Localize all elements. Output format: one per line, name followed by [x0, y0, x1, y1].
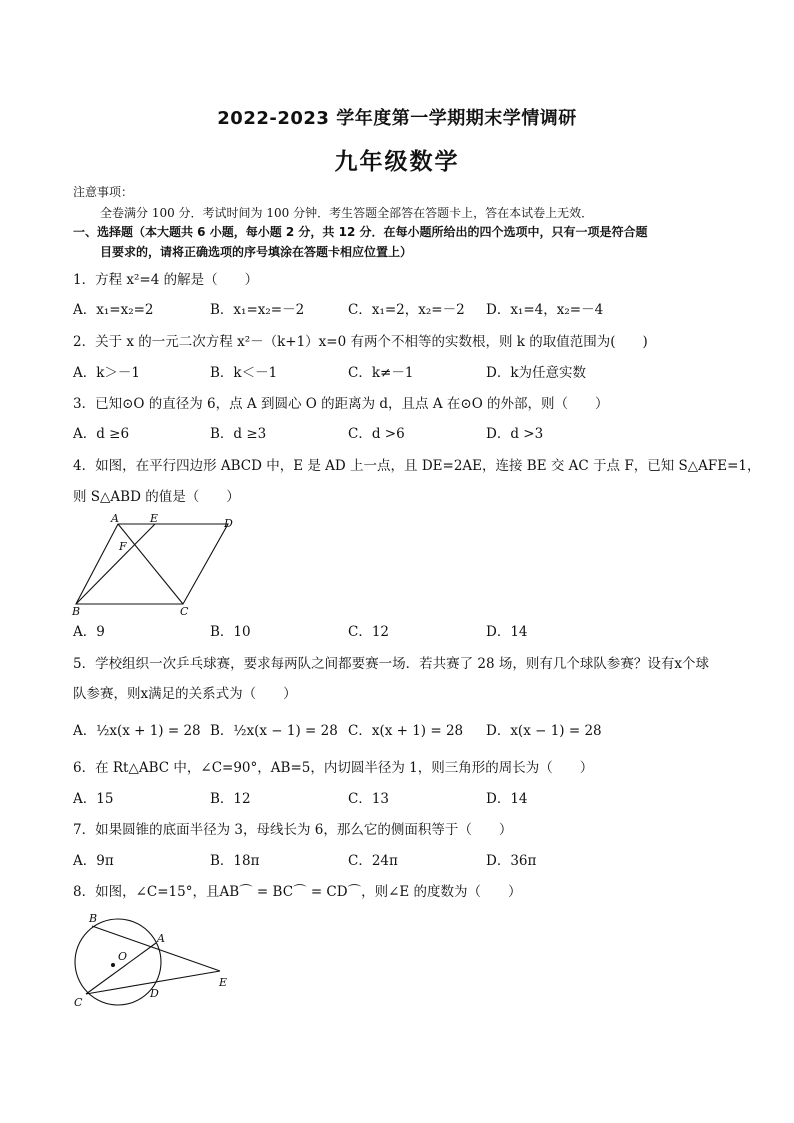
- exam-title: 2022-2023 学年度第一学期期末学情调研: [217, 108, 577, 129]
- question-5-option-c: C．x(x + 1) = 28: [348, 723, 464, 739]
- question-7-stem: 7．如果圆锥的底面半径为 3，母线长为 6，那么它的侧面积等于（ ）: [73, 822, 513, 838]
- question-6-option-c: C．13: [348, 791, 390, 807]
- point-label-b: B: [72, 605, 81, 617]
- section1-line2: 目要求的，请将正确选项的序号填涂在答题卡相应位置上）: [100, 245, 413, 259]
- point-label-e: E: [150, 512, 159, 525]
- circle-figure: [68, 908, 243, 1013]
- point-label-d: D: [224, 517, 233, 530]
- parallelogram-figure: [70, 512, 240, 617]
- question-4-option-c: C．12: [348, 624, 390, 640]
- question-6-option-b: B．12: [210, 791, 251, 807]
- notice-text: 全卷满分 100 分．考试时间为 100 分钟．考生答题全部答在答题卡上，答在本试卷上无效．: [100, 206, 594, 220]
- question-4-stem-2: 则 S△ABD 的值是（ ）: [73, 489, 240, 505]
- question-7-option-c: C．24π: [348, 853, 398, 869]
- question-5-option-a: A．½x(x + 1) = 28: [73, 723, 201, 739]
- question-4-stem: 4．如图，在平行四边形 ABCD 中，E 是 AD 上一点，且 DE=2AE，连接 BE 交 AC 于点 F，已知 S△AFE=1，: [73, 458, 761, 474]
- question-6-option-a: A．15: [73, 791, 114, 807]
- question-7-option-a: A．9π: [73, 853, 114, 869]
- question-6-option-d: D．14: [486, 791, 528, 807]
- parallelogram-abcd: [76, 524, 228, 604]
- question-3-option-d: D．d >3: [486, 426, 544, 442]
- segment-be: [76, 524, 155, 604]
- point-label-e: E: [219, 976, 228, 989]
- question-5-option-d: D．x(x − 1) = 28: [486, 723, 602, 739]
- point-label-o: O: [118, 950, 128, 963]
- section1-line1: 一、选择题（本大题共 6 小题，每小题 2 分，共 12 分．在每小题所给出的四个选项中，只有一项是符合题: [73, 225, 648, 239]
- center-point-o: [111, 963, 115, 967]
- segment-ac: [118, 524, 183, 604]
- question-3-option-a: A．d ≥6: [73, 426, 130, 442]
- question-4-option-a: A．9: [73, 624, 105, 640]
- question-4-option-d: D．14: [486, 624, 528, 640]
- question-5-stem-2: 队参赛，则x满足的关系式为（ ）: [73, 686, 297, 702]
- point-label-f: F: [119, 540, 127, 553]
- question-8-stem: 8．如图，∠C=15°，且AB⌒ = BC⌒ = CD⌒，则∠E 的度数为（ ）: [73, 884, 522, 900]
- question-2-option-d: D．k为任意实数: [486, 365, 587, 381]
- point-label-b: B: [89, 912, 98, 925]
- question-7-option-b: B．18π: [210, 853, 260, 869]
- question-5-option-b: B．½x(x − 1) = 28: [210, 723, 338, 739]
- question-3-option-c: C．d >6: [348, 426, 405, 442]
- exam-subtitle: 九年级数学: [334, 149, 460, 175]
- question-7-option-d: D．36π: [486, 853, 537, 869]
- question-3-stem: 3．已知⊙O 的直径为 6，点 A 到圆心 O 的距离为 d，且点 A 在⊙O 的外部，则（ ）: [73, 396, 609, 412]
- point-label-c: C: [74, 996, 83, 1009]
- question-5-stem: 5．学校组织一次乒乓球赛，要求每两队之间都要赛一场．若共赛了 28 场，则有几个球队参赛？设有x个球: [73, 656, 709, 672]
- point-label-c: C: [180, 605, 189, 617]
- question-2-stem: 2．关于 x 的一元二次方程 x²－（k+1）x=0 有两个不相等的实数根，则 k 的取值范围为( ): [73, 334, 648, 350]
- question-2-option-c: C．k≠－1: [348, 365, 414, 381]
- question-2-option-a: A．k＞－1: [73, 365, 141, 381]
- question-1-stem: 1．方程 x²=4 的解是（ ）: [73, 272, 259, 288]
- question-1-option-a: A．x₁=x₂=2: [73, 302, 154, 318]
- question-6-stem: 6．在 Rt△ABC 中，∠C=90°，AB=5，内切圆半径为 1，则三角形的周长为（ ）: [73, 760, 594, 776]
- notice-heading: 注意事项：: [73, 185, 134, 199]
- point-label-d: D: [150, 987, 159, 1000]
- question-1-option-b: B．x₁=x₂=－2: [210, 302, 305, 318]
- question-1-option-c: C．x₁=2，x₂=－2: [348, 302, 465, 318]
- question-2-option-b: B．k＜－1: [210, 365, 278, 381]
- question-1-option-d: D．x₁=4，x₂=－4: [486, 302, 604, 318]
- question-3-option-b: B．d ≥3: [210, 426, 267, 442]
- point-label-a: A: [111, 512, 119, 525]
- point-label-a: A: [157, 932, 165, 945]
- question-4-option-b: B．10: [210, 624, 251, 640]
